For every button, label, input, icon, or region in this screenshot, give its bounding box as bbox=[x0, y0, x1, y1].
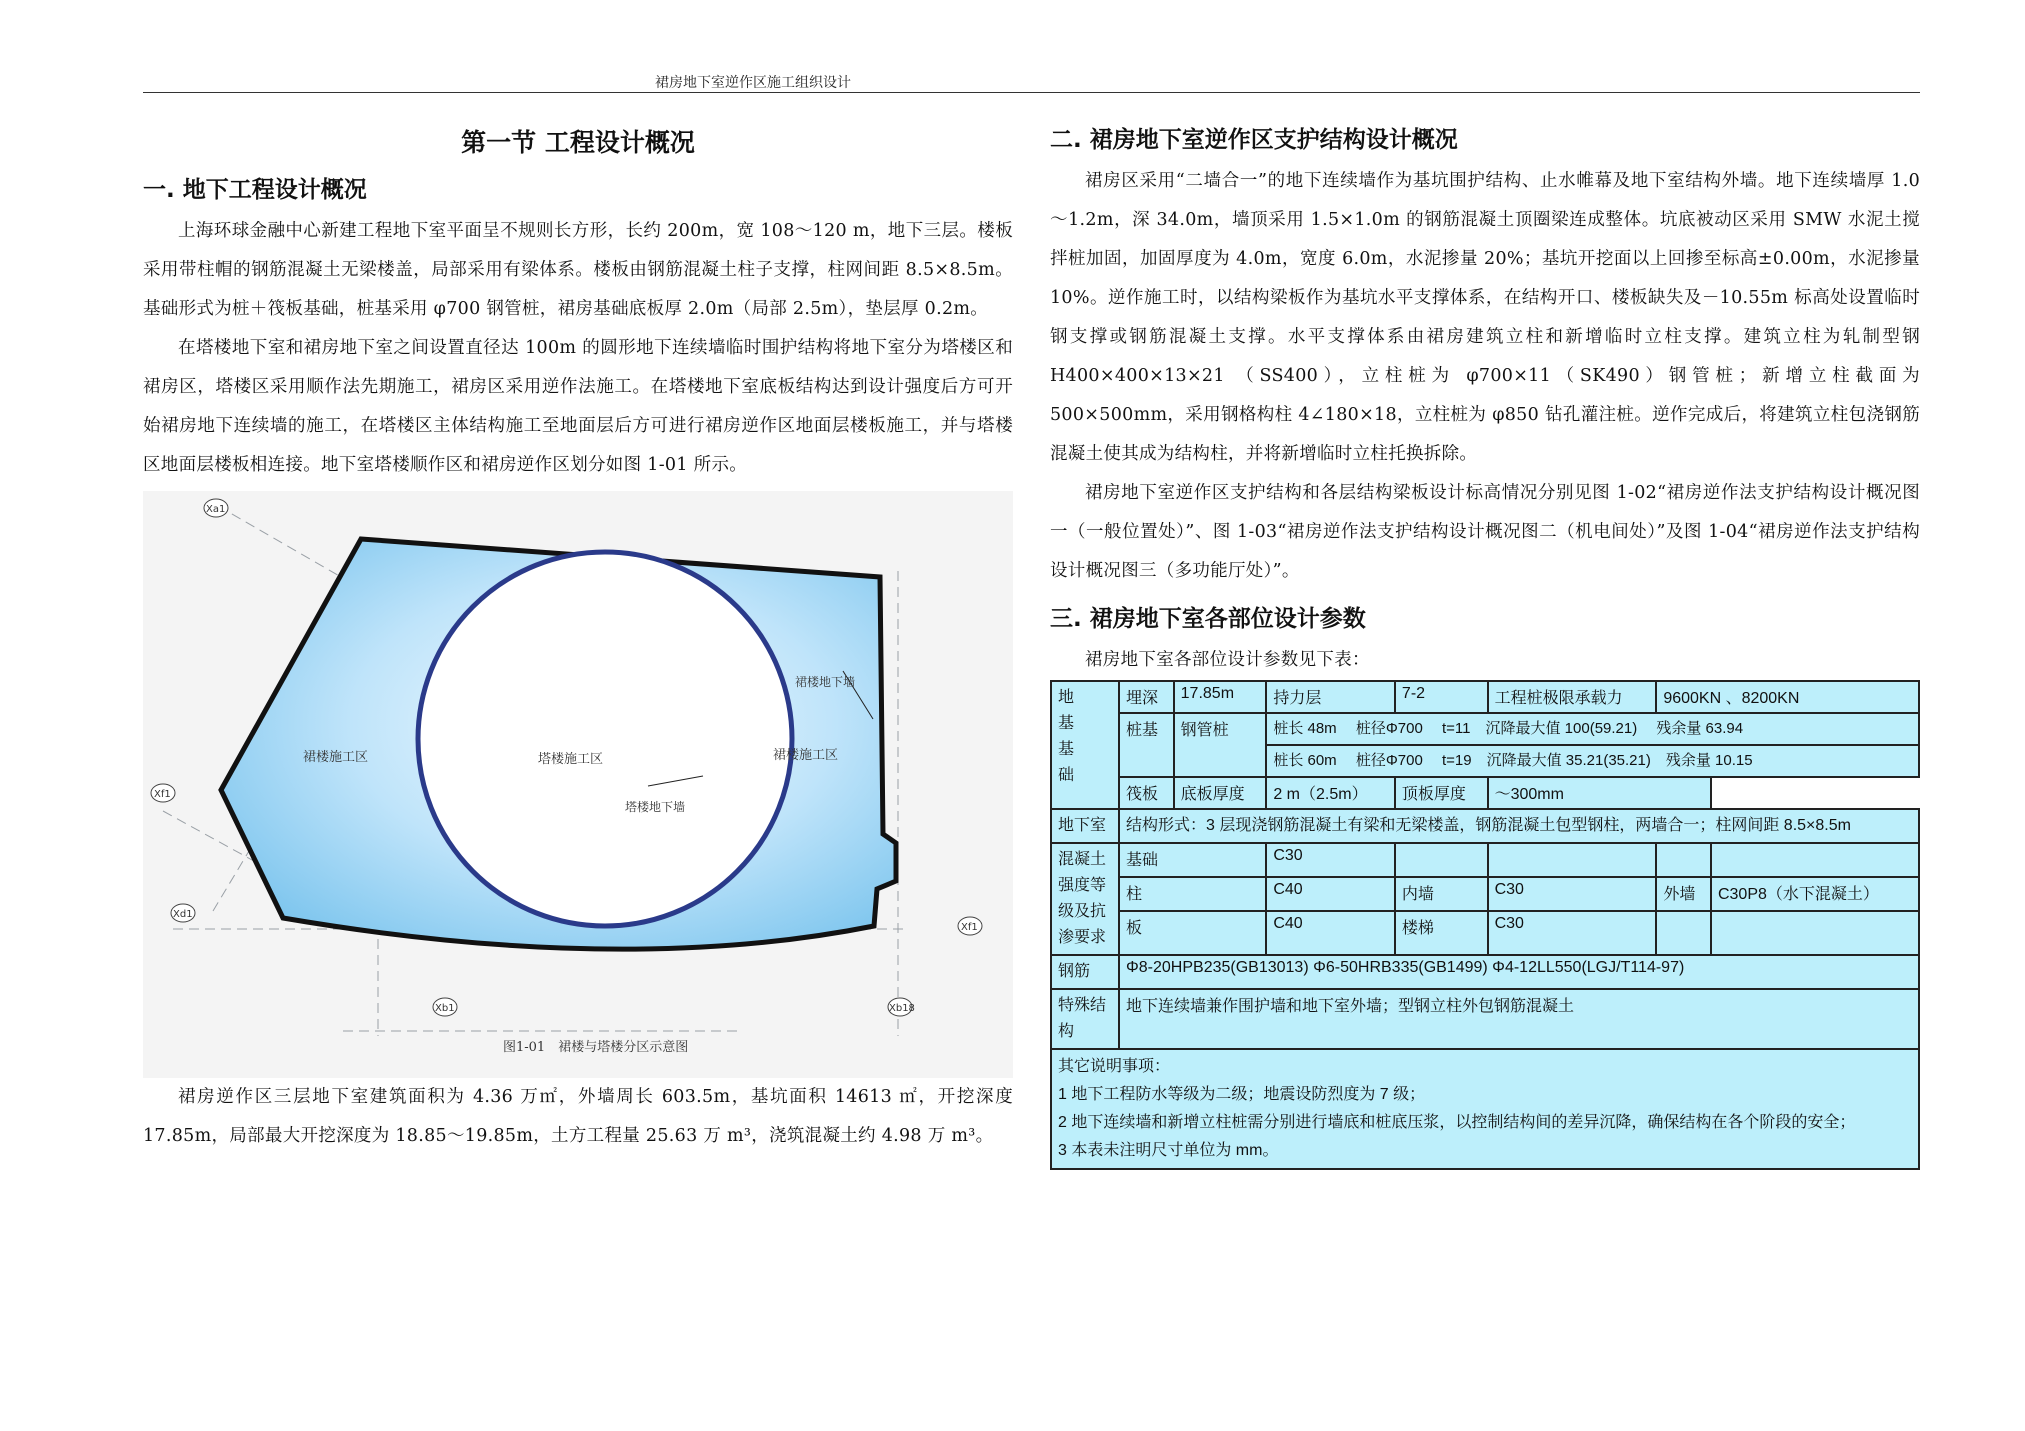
stair-label: 楼梯 bbox=[1395, 911, 1488, 955]
outer-wall-value: C30P8（水下混凝土） bbox=[1711, 877, 1919, 911]
pile-label: 桩基 bbox=[1119, 713, 1174, 777]
concrete-row2-value: C40 bbox=[1266, 877, 1395, 911]
depth-value: 17.85m bbox=[1174, 681, 1267, 713]
figure-caption: 图1-01 裙楼与塔楼分区示意图 bbox=[503, 1040, 689, 1055]
stair-value: C30 bbox=[1488, 911, 1657, 955]
heading-2: 二. 裙房地下室逆作区支护结构设计概况 bbox=[1050, 127, 1458, 153]
left-column bbox=[143, 118, 1013, 1156]
svg-text:Xf1: Xf1 bbox=[961, 922, 978, 933]
svg-text:Xb18: Xb18 bbox=[889, 1003, 915, 1014]
top-slab-label: 顶板厚度 bbox=[1395, 777, 1488, 809]
special-structure-value: 地下连续墙兼作围护墙和地下室外墙；型钢立柱外包钢筋混凝土 bbox=[1119, 989, 1919, 1049]
svg-text:Xa1: Xa1 bbox=[206, 504, 226, 515]
concrete-row1-value: C30 bbox=[1266, 843, 1395, 877]
zoning-diagram bbox=[143, 491, 1013, 1078]
label-podium-wall: 裙楼地下墙 bbox=[795, 675, 856, 689]
note-2: 2 地下连续墙和新增立柱桩需分别进行墙底和桩底压浆，以控制结构间的差异沉降，确保结构在各个阶段的安全； bbox=[1058, 1114, 1856, 1131]
table-intro: 裙房地下室各部位设计参数见下表： bbox=[1085, 650, 1370, 670]
running-header: 裙房地下室逆作区施工组织设计 bbox=[655, 75, 851, 91]
axis-bubble-4 bbox=[433, 998, 457, 1016]
concrete-row3-value: C40 bbox=[1266, 911, 1395, 955]
axis-bubble-6 bbox=[958, 917, 982, 935]
rebar-header: 钢筋 bbox=[1051, 955, 1119, 989]
label-podium-left: 裙楼施工区 bbox=[303, 750, 369, 765]
svg-text:Xb1: Xb1 bbox=[435, 1003, 455, 1014]
note-3: 3 本表未注明尺寸单位为 mm。 bbox=[1058, 1142, 1279, 1159]
concrete-row1-empty-c bbox=[1656, 843, 1711, 877]
foundation-header: 地 基 基 础 bbox=[1051, 681, 1119, 809]
raft-thickness-label: 底板厚度 bbox=[1174, 777, 1267, 809]
pile-capacity-value: 9600KN 、8200KN bbox=[1656, 681, 1919, 713]
concrete-row2-label: 柱 bbox=[1119, 877, 1266, 911]
axis-bubble-1 bbox=[204, 499, 228, 517]
axis-bubble-3 bbox=[171, 904, 195, 922]
raft-thickness-value: 2 m（2.5m） bbox=[1266, 777, 1395, 809]
label-tower-wall: 塔楼地下墙 bbox=[625, 800, 686, 814]
note-1: 1 地下工程防水等级为二级；地震设防烈度为 7 级； bbox=[1058, 1086, 1426, 1103]
basement-value: 结构形式：3 层现浇钢筋混凝土有梁和无梁楼盖，钢筋混凝土包型钢柱，两墙合一；柱网间距 8.5×8.5m bbox=[1119, 809, 1919, 843]
paragraph-2: 在塔楼地下室和裙房地下室之间设置直径达 100m 的圆形地下连续墙临时围护结构将地下室分为塔楼区和裙房区，塔楼区采用顺作法先期施工，裙房区采用逆作法施工。在塔楼地下室底板结构达到设计强度后方可开始裙房地下连续墙的施工，在塔楼区主体结构施工至地面层后方可进行裙房逆作区地面层楼板施工，并与塔楼区地面层楼板相连接。地下室塔楼顺作区和裙房逆作区划分如图 1-01 所示。 bbox=[143, 338, 1013, 475]
outer-wall-label: 外墙 bbox=[1656, 877, 1711, 911]
paragraph-4: 裙房区采用“二墙合一”的地下连续墙作为基坑围护结构、止水帷幕及地下室结构外墙。地下连续墙厚 1.0～1.2m，深 34.0m，墙顶采用 1.5×1.0m 的钢筋混凝土顶圈梁连成整体。坑底被动区采用 SMW 水泥土搅拌桩加固，加固厚度为 4.0m，宽度 6.0m，水泥掺量 20%；基坑开挖面以上回掺至标高±0.00m，水泥掺量 10%。逆作施工时，以结构梁板作为基坑水平支撑体系，在结构开口、楼板缺失及－10.55m 标高处设置临时钢支撑或钢筋混凝土支撑。水平支撑体系由裙房建筑立柱和新增临时立柱支撑。建筑立柱为轧制型钢 H400×400×13×21 （SS400），立柱桩为 φ700×11（SK490）钢管桩；新增立柱截面为 500×500mm，采用钢格构柱 4∠180×18，立柱桩为 φ850 钻孔灌注桩。逆作完成后，将建筑立柱包浇钢筋混凝土使其成为结构柱，并将新增临时立柱托换拆除。 bbox=[1050, 171, 1920, 464]
concrete-row1-empty-a bbox=[1395, 843, 1488, 877]
concrete-row3-empty-a bbox=[1656, 911, 1711, 955]
basement-header: 地下室 bbox=[1051, 809, 1119, 843]
label-tower-zone: 塔楼施工区 bbox=[538, 752, 604, 767]
right-column bbox=[1050, 118, 1920, 1170]
section-title: 第一节 工程设计概况 bbox=[461, 128, 695, 157]
paragraph-1: 上海环球金融中心新建工程地下室平面呈不规则长方形，长约 200m，宽 108～120 m，地下三层。楼板采用带柱帽的钢筋混凝土无梁楼盖，局部采用有梁体系。楼板由钢筋混凝土柱子支撑，柱网间距 8.5×8.5m。基础形式为桩＋筏板基础，桩基采用 φ700 钢管桩，裙房基础底板厚 2.0m（局部 2.5m），垫层厚 0.2m。 bbox=[143, 221, 1013, 319]
raft-label: 筏板 bbox=[1119, 777, 1174, 809]
depth-label: 埋深 bbox=[1119, 681, 1174, 713]
zoning-figure bbox=[143, 491, 1013, 1078]
pile-row-1: 桩长 48m 桩径Φ700 t=11 沉降最大值 100(59.21) 残余量 63.94 bbox=[1266, 713, 1919, 745]
svg-text:Xd1: Xd1 bbox=[173, 909, 193, 920]
pile-row-2: 桩长 60m 桩径Φ700 t=19 沉降最大值 35.21(35.21) 残余量 10.15 bbox=[1266, 745, 1919, 777]
concrete-row3-label: 板 bbox=[1119, 911, 1266, 955]
axis-bubble-2 bbox=[151, 784, 175, 802]
rebar-value: Φ8-20HPB235(GB13013) Φ6-50HRB335(GB1499) Φ4-12LL550(LGJ/T114-97) bbox=[1119, 955, 1919, 989]
design-parameters-table bbox=[1050, 680, 1920, 1170]
top-slab-value: ～300mm bbox=[1488, 777, 1711, 809]
heading-3: 三. 裙房地下室各部位设计参数 bbox=[1050, 606, 1366, 632]
pile-type: 钢管桩 bbox=[1174, 713, 1267, 777]
label-podium-right: 裙楼施工区 bbox=[773, 748, 839, 763]
heading-1: 一. 地下工程设计概况 bbox=[143, 177, 367, 203]
header-rule bbox=[143, 92, 1920, 93]
inner-wall-label: 内墙 bbox=[1395, 877, 1488, 911]
svg-text:Xf1: Xf1 bbox=[154, 789, 171, 800]
paragraph-5: 裙房地下室逆作区支护结构和各层结构梁板设计标高情况分别见图 1-02“裙房逆作法支护结构设计概况图一（一般位置处）”、图 1-03“裙房逆作法支护结构设计概况图二（机电间处）”及图 1-04“裙房逆作法支护结构设计概况图三（多功能厅处）”。 bbox=[1050, 483, 1920, 581]
inner-wall-value: C30 bbox=[1488, 877, 1657, 911]
concrete-row3-empty-b bbox=[1711, 911, 1919, 955]
bearing-label: 持力层 bbox=[1266, 681, 1395, 713]
notes-cell bbox=[1051, 1049, 1919, 1169]
pile-capacity-label: 工程桩极限承载力 bbox=[1488, 681, 1657, 713]
concrete-row1-empty-d bbox=[1711, 843, 1919, 877]
concrete-row1-label: 基础 bbox=[1119, 843, 1266, 877]
paragraph-3: 裙房逆作区三层地下室建筑面积为 4.36 万㎡，外墙周长 603.5m，基坑面积 14613 ㎡，开挖深度 17.85m，局部最大开挖深度为 18.85～19.85m，土方工程量 25.63 万 m³，浇筑混凝土约 4.98 万 m³。 bbox=[143, 1087, 1013, 1146]
concrete-row1-empty-b bbox=[1488, 843, 1657, 877]
concrete-header: 混凝土强度等级及抗渗要求 bbox=[1051, 843, 1119, 955]
bearing-value: 7-2 bbox=[1395, 681, 1488, 713]
notes-title: 其它说明事项： bbox=[1058, 1058, 1171, 1075]
tower-diaphragm-wall bbox=[418, 552, 792, 926]
special-structure-header: 特殊结构 bbox=[1051, 989, 1119, 1049]
